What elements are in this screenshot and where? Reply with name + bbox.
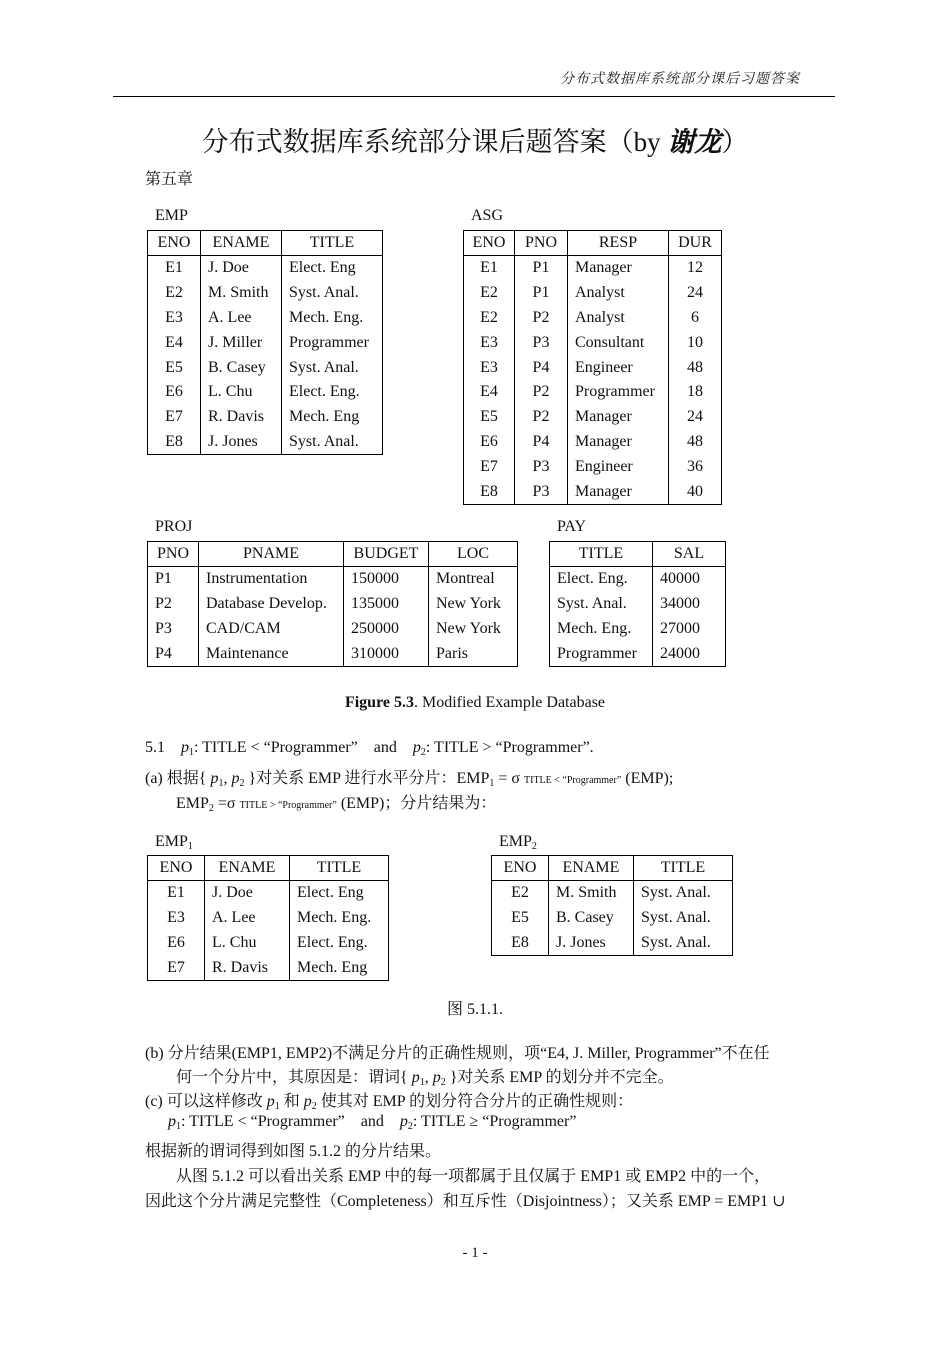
table-row (148, 617, 518, 642)
table-cell: B. Casey (201, 355, 282, 380)
table-cell: 250000 (344, 617, 429, 642)
part-a-start: (a) 根据{ (145, 770, 211, 787)
table-cell: Mech. Eng. (282, 306, 383, 331)
document-title (0, 120, 950, 159)
part-a-end1: (EMP); (621, 770, 674, 787)
table-cell: E7 (148, 405, 201, 430)
part-c-line4: 从图 5.1.2 可以看出关系 EMP 中的每一项都属于且仅属于 EMP1 或 EMP2 中的一个， (176, 1168, 771, 1185)
table-row (464, 454, 722, 479)
column-header: LOC (429, 542, 518, 567)
table-cell: Mech. Eng. (550, 617, 653, 642)
table-cell: 18 (669, 380, 722, 405)
question-5-1 (145, 739, 594, 758)
part-c-line2-p2-sub: 2 (407, 1121, 413, 1132)
part-c-p2: p (303, 1093, 312, 1110)
table-row (148, 430, 383, 455)
title-main: 分布式数据库系统部分课后题答案（by (201, 127, 668, 157)
table-cell: 24000 (653, 641, 726, 666)
asg-table (463, 230, 722, 505)
column-header: SAL (653, 542, 726, 567)
part-b-line2 (176, 1064, 674, 1088)
table-cell: 40 (669, 479, 722, 504)
part-a-p2-sub: 2 (239, 778, 245, 789)
part-c-line1 (145, 1088, 633, 1112)
table-cell: 48 (669, 355, 722, 380)
table-cell: P4 (148, 641, 199, 666)
table-cell: Syst. Anal. (634, 931, 733, 956)
table-cell: New York (429, 617, 518, 642)
table-cell: Elect. Eng. (282, 380, 383, 405)
table-cell: 40000 (653, 567, 726, 592)
part-b-end: }对关系 EMP 的划分并不完全。 (445, 1069, 674, 1086)
table-row (550, 592, 726, 617)
table-cell: 27000 (653, 617, 726, 642)
table-cell: Montreal (429, 567, 518, 592)
column-header: DUR (669, 231, 722, 256)
figure-caption-number: Figure 5.3 (344, 694, 414, 711)
part-a-end2: (EMP)；分片结果为： (336, 795, 497, 812)
table-cell: A. Lee (205, 906, 290, 931)
table-cell: Elect. Eng (282, 256, 383, 281)
part-a-line2 (176, 790, 496, 814)
column-header: ENO (464, 231, 515, 256)
table-cell: E1 (148, 256, 201, 281)
table-cell: J. Jones (549, 931, 634, 956)
table-row (148, 641, 518, 666)
table-cell: E3 (148, 306, 201, 331)
predicate-p1-def: : TITLE < “Programmer” (194, 739, 358, 756)
header-rule (113, 96, 835, 97)
table-row (550, 641, 726, 666)
part-c-line3: 根据新的谓词得到如图 5.1.2 的分片结果。 (145, 1143, 442, 1160)
part-a-comma: , (223, 770, 232, 787)
part-c-and: 和 (279, 1093, 304, 1110)
and-word: and (373, 739, 397, 756)
table-cell: Engineer (568, 454, 669, 479)
part-a-cond2: TITLE > “Programmer” (239, 800, 337, 811)
column-header: ENAME (201, 231, 282, 256)
table-cell: P3 (515, 330, 568, 355)
part-a-mid: }对关系 EMP 进行水平分片：EMP (244, 770, 490, 787)
table-cell: J. Jones (201, 430, 282, 455)
table-cell: Programmer (568, 380, 669, 405)
table-cell: Paris (429, 641, 518, 666)
table-cell: E6 (148, 931, 205, 956)
part-c-p1: p (266, 1093, 275, 1110)
table-row (148, 330, 383, 355)
table-cell: Consultant (568, 330, 669, 355)
part-b-comma: , (424, 1069, 433, 1086)
column-header: TITLE (290, 856, 389, 881)
table-row (464, 405, 722, 430)
part-c-line2 (168, 1113, 576, 1132)
table-cell: E2 (464, 306, 515, 331)
table-row (148, 306, 383, 331)
table-row (464, 430, 722, 455)
column-header: PNAME (199, 542, 344, 567)
table-cell: E4 (148, 330, 201, 355)
table-row (148, 281, 383, 306)
part-c-line2-p1-sub: 1 (176, 1121, 181, 1132)
table-cell: E1 (464, 256, 515, 281)
table-cell: E3 (464, 330, 515, 355)
part-a-sigma: = σ (494, 770, 524, 787)
table-cell: Programmer (550, 641, 653, 666)
table-cell: 24 (669, 281, 722, 306)
emp-table (147, 230, 383, 455)
column-header: ENAME (205, 856, 290, 881)
table-cell: J. Doe (201, 256, 282, 281)
column-header: ENO (148, 231, 201, 256)
column-header: PNO (515, 231, 568, 256)
emp2-label-text: EMP (499, 833, 532, 850)
table-cell: Elect. Eng. (550, 567, 653, 592)
table-cell: E2 (148, 281, 201, 306)
table-row (492, 931, 733, 956)
table-header-row (550, 542, 726, 567)
emp1-table-label (155, 833, 193, 852)
table-cell: Syst. Anal. (282, 430, 383, 455)
table-cell: E8 (148, 430, 201, 455)
emp-table-label: EMP (155, 207, 188, 224)
column-header: BUDGET (344, 542, 429, 567)
table-cell: Analyst (568, 306, 669, 331)
table-row (148, 380, 383, 405)
table-cell: CAD/CAM (199, 617, 344, 642)
table-cell: P2 (515, 380, 568, 405)
emp1-label-text: EMP (155, 833, 188, 850)
part-c-p1-sub: 1 (274, 1101, 280, 1112)
table-row (464, 281, 722, 306)
part-c-line2-p2: p (399, 1113, 408, 1130)
table-cell: M. Smith (549, 881, 634, 906)
part-c-p2-sub: 2 (311, 1101, 317, 1112)
figure-caption-text: . Modified Example Database (413, 694, 606, 711)
table-cell: P1 (515, 281, 568, 306)
predicate-p2: p (412, 739, 421, 756)
emp2-label-sub: 2 (531, 841, 537, 852)
table-row (464, 479, 722, 504)
table-cell: P1 (148, 567, 199, 592)
table-row (148, 955, 389, 980)
table-cell: 48 (669, 430, 722, 455)
emp2-table (491, 855, 733, 956)
part-c-line5: 因此这个分片满足完整性（Completeness）和互斥性（Disjointness）；又关系 EMP = EMP1 ∪ (145, 1193, 786, 1210)
part-a-sigma2: =σ (213, 795, 240, 812)
column-header: PNO (148, 542, 199, 567)
asg-table-label: ASG (471, 207, 504, 224)
table-row (492, 881, 733, 906)
table-row (148, 405, 383, 430)
predicate-p2-sub: 2 (420, 747, 426, 758)
table-row (148, 931, 389, 956)
table-cell: 12 (669, 256, 722, 281)
table-cell: Mech. Eng. (290, 906, 389, 931)
table-cell: E6 (148, 380, 201, 405)
table-cell: Syst. Anal. (282, 355, 383, 380)
table-cell: P3 (148, 617, 199, 642)
table-row (464, 306, 722, 331)
table-cell: Manager (568, 256, 669, 281)
table-cell: E5 (492, 906, 549, 931)
table-cell: P3 (515, 479, 568, 504)
table-cell: P4 (515, 430, 568, 455)
table-row (148, 906, 389, 931)
table-cell: E3 (464, 355, 515, 380)
proj-table-label: PROJ (155, 518, 193, 535)
table-cell: E7 (148, 955, 205, 980)
table-cell: P2 (515, 405, 568, 430)
proj-table (147, 541, 518, 667)
table-cell: E2 (464, 281, 515, 306)
table-row (464, 330, 722, 355)
table-row (550, 567, 726, 592)
table-cell: E8 (492, 931, 549, 956)
part-c-line2-def2: : TITLE ≥ “Programmer” (412, 1113, 577, 1130)
table-cell: Syst. Anal. (282, 281, 383, 306)
table-cell: L. Chu (201, 380, 282, 405)
table-row (464, 256, 722, 281)
table-header-row (464, 231, 722, 256)
column-header: ENO (148, 856, 205, 881)
chapter-heading: 第五章 (145, 171, 194, 188)
table-cell: 24 (669, 405, 722, 430)
column-header: ENO (492, 856, 549, 881)
part-a-emp2: EMP (176, 795, 209, 812)
table-cell: 150000 (344, 567, 429, 592)
table-cell: E8 (464, 479, 515, 504)
emp1-label-sub: 1 (187, 841, 193, 852)
page-number: - 1 - (462, 1245, 488, 1261)
table-cell: Instrumentation (199, 567, 344, 592)
table-cell: 6 (669, 306, 722, 331)
running-header: 分布式数据库系统部分课后习题答案 (560, 72, 800, 87)
table-cell: E4 (464, 380, 515, 405)
part-a-p1-sub: 1 (218, 778, 224, 789)
part-c-end: 使其对 EMP 的划分符合分片的正确性规则： (316, 1093, 634, 1110)
table-cell: Database Develop. (199, 592, 344, 617)
part-c-start: (c) 可以这样修改 (145, 1093, 267, 1110)
part-c-line2-p1: p (168, 1113, 176, 1130)
table-cell: E2 (492, 881, 549, 906)
table-cell: P4 (515, 355, 568, 380)
part-b-start: 何一个分片中，其原因是：谓词{ (176, 1069, 412, 1086)
table-row (148, 355, 383, 380)
part-c-line2-and: and (360, 1113, 384, 1130)
table-cell: 34000 (653, 592, 726, 617)
table-cell: 135000 (344, 592, 429, 617)
emp2-table-label (499, 833, 537, 852)
table-cell: P1 (515, 256, 568, 281)
table-cell: Analyst (568, 281, 669, 306)
table-cell: Maintenance (199, 641, 344, 666)
part-a-emp2-sub: 2 (208, 803, 214, 814)
figure-5-1-1-caption: 图 5.1.1. (446, 1001, 503, 1018)
part-b-p2-sub: 2 (440, 1077, 446, 1088)
table-cell: Syst. Anal. (550, 592, 653, 617)
question-number: 5.1 (145, 739, 165, 756)
table-cell: Elect. Eng. (290, 931, 389, 956)
table-row (464, 380, 722, 405)
table-row (148, 592, 518, 617)
table-cell: Programmer (282, 330, 383, 355)
predicate-p1-sub: 1 (189, 747, 194, 758)
table-cell: J. Miller (201, 330, 282, 355)
pay-table (549, 541, 726, 667)
table-row (492, 906, 733, 931)
table-cell: E3 (148, 906, 205, 931)
table-cell: P2 (148, 592, 199, 617)
part-a-emp1-sub: 1 (489, 778, 495, 789)
part-c-line2-def1: : TITLE < “Programmer” (181, 1113, 345, 1130)
part-a-line1 (145, 765, 673, 789)
table-cell: Syst. Anal. (634, 881, 733, 906)
table-cell: New York (429, 592, 518, 617)
table-cell: P2 (515, 306, 568, 331)
table-cell: 310000 (344, 641, 429, 666)
table-row (550, 617, 726, 642)
table-header-row (148, 231, 383, 256)
part-a-cond1: TITLE < “Programmer” (524, 775, 622, 786)
column-header: TITLE (550, 542, 653, 567)
title-close: ） (721, 127, 749, 157)
table-cell: E1 (148, 881, 205, 906)
table-row (464, 355, 722, 380)
table-cell: Manager (568, 405, 669, 430)
table-cell: A. Lee (201, 306, 282, 331)
table-header-row (148, 542, 518, 567)
table-cell: Manager (568, 479, 669, 504)
table-row (148, 567, 518, 592)
table-header-row (492, 856, 733, 881)
part-a-p1: p (210, 770, 219, 787)
table-cell: Mech. Eng (290, 955, 389, 980)
table-cell: E6 (464, 430, 515, 455)
table-cell: E7 (464, 454, 515, 479)
table-cell: Syst. Anal. (634, 906, 733, 931)
table-cell: P3 (515, 454, 568, 479)
part-b-p1-sub: 1 (419, 1077, 425, 1088)
emp1-table (147, 855, 389, 981)
title-author: 谢龙 (667, 127, 722, 157)
table-cell: L. Chu (205, 931, 290, 956)
table-cell: Mech. Eng (282, 405, 383, 430)
table-cell: M. Smith (201, 281, 282, 306)
table-cell: Elect. Eng (290, 881, 389, 906)
table-cell: 10 (669, 330, 722, 355)
table-row (148, 256, 383, 281)
table-cell: 36 (669, 454, 722, 479)
table-cell: B. Casey (549, 906, 634, 931)
column-header: TITLE (282, 231, 383, 256)
column-header: TITLE (634, 856, 733, 881)
part-b-p2: p (432, 1069, 441, 1086)
table-cell: R. Davis (205, 955, 290, 980)
table-cell: E5 (464, 405, 515, 430)
table-cell: Engineer (568, 355, 669, 380)
table-row (148, 881, 389, 906)
table-cell: Manager (568, 430, 669, 455)
part-a-p2: p (231, 770, 240, 787)
figure-caption (0, 694, 950, 712)
part-b-line1: (b) 分片结果(EMP1, EMP2)不满足分片的正确性规则，项“E4, J. Miller, Programmer”不在任 (145, 1045, 770, 1062)
column-header: RESP (568, 231, 669, 256)
predicate-p2-def: : TITLE > “Programmer”. (425, 739, 594, 756)
table-header-row (148, 856, 389, 881)
predicate-p1: p (181, 739, 189, 756)
table-cell: E5 (148, 355, 201, 380)
table-cell: R. Davis (201, 405, 282, 430)
table-cell: J. Doe (205, 881, 290, 906)
pay-table-label: PAY (557, 518, 587, 535)
column-header: ENAME (549, 856, 634, 881)
part-b-p1: p (411, 1069, 420, 1086)
